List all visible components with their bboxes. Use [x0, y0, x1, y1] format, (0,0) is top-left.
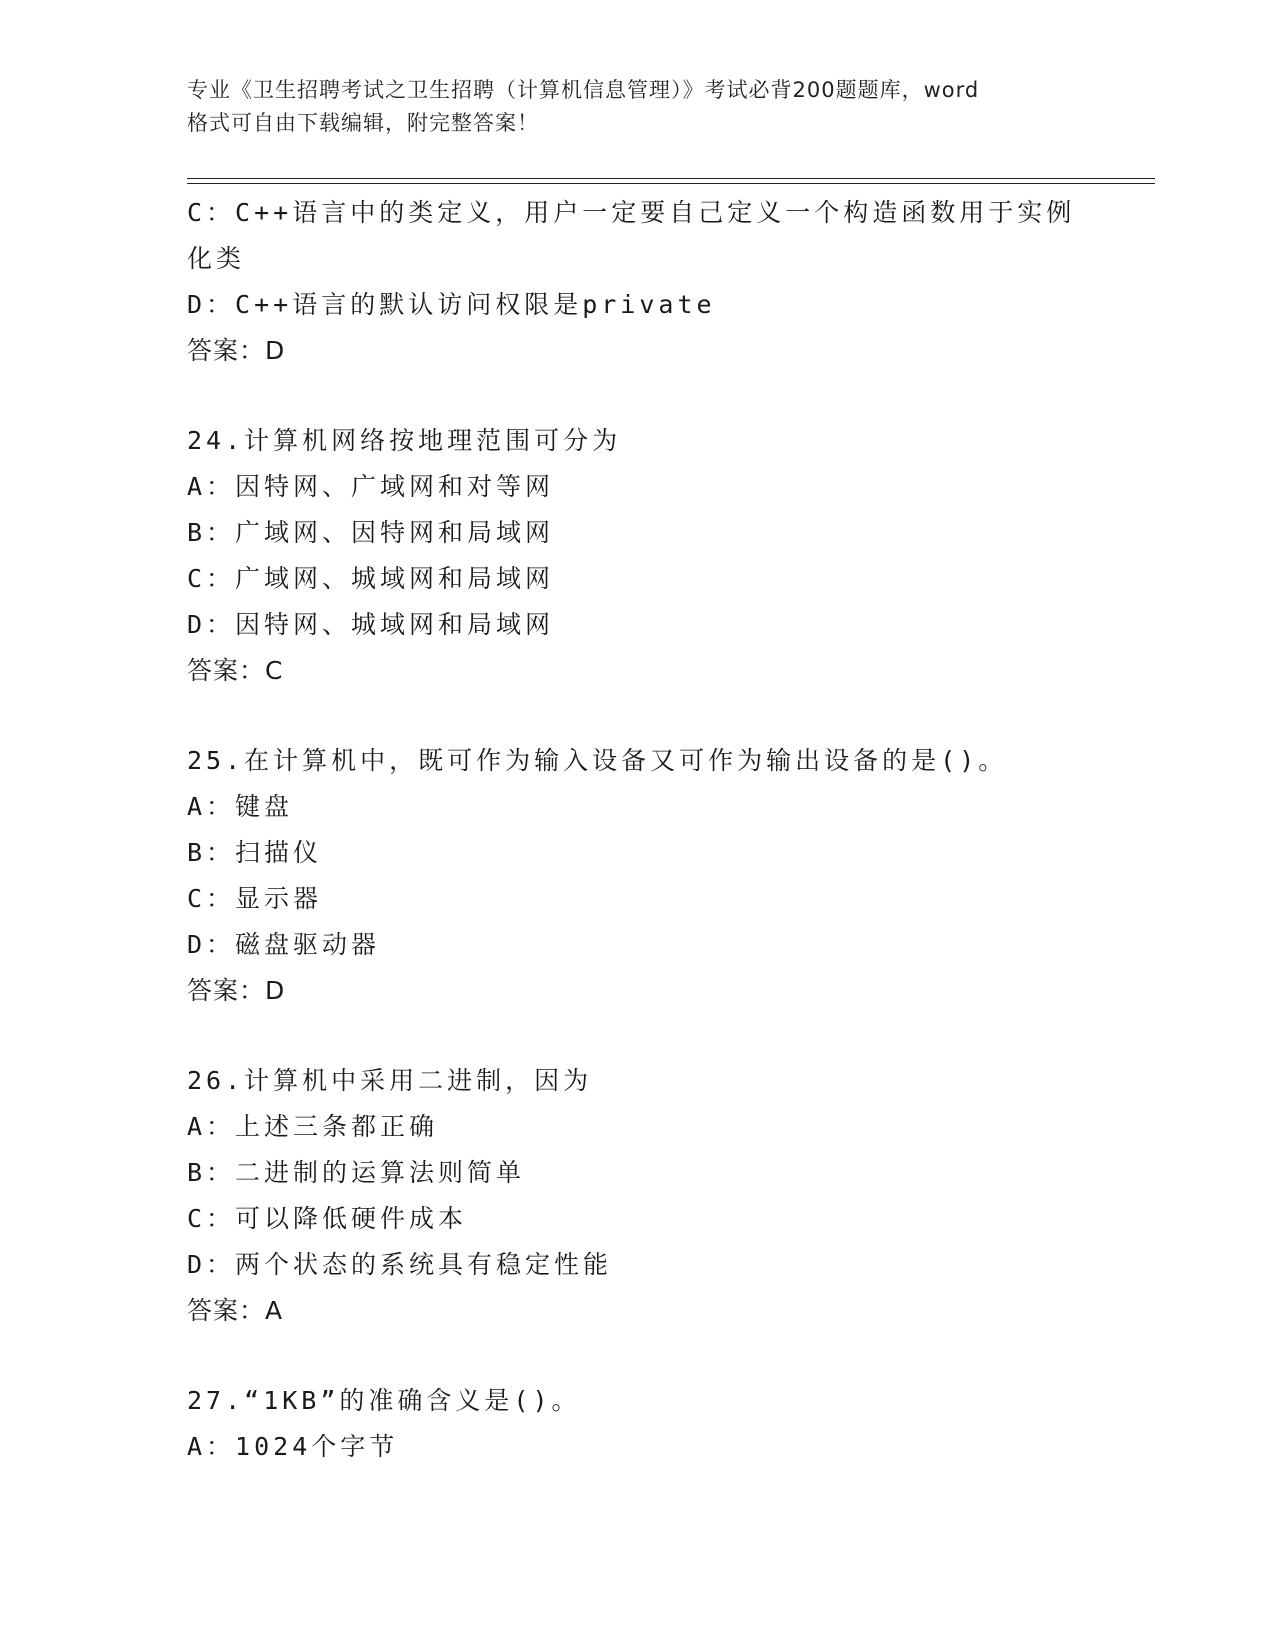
header-title-line-2: 格式可自由下载编辑，附完整答案！	[187, 111, 539, 135]
question-27-block	[187, 1378, 1087, 1470]
q24-option-d: D：因特网、城域网和局域网	[187, 610, 555, 639]
q26-answer: 答案：A	[187, 1296, 284, 1325]
q26-option-b: B：二进制的运算法则简单	[187, 1158, 526, 1187]
q23-option-c-line-2: 化类	[187, 244, 246, 273]
document-header	[187, 74, 1087, 140]
q27-option-a: A：1024个字节	[187, 1432, 399, 1461]
q26-option-a: A：上述三条都正确	[187, 1112, 439, 1141]
q24-question: 24.计算机网络按地理范围可分为	[187, 426, 622, 455]
spacer	[187, 1014, 1087, 1058]
q26-option-c: C：可以降低硬件成本	[187, 1204, 468, 1233]
q26-question: 26.计算机中采用二进制，因为	[187, 1066, 593, 1095]
q23-answer: 答案：D	[187, 336, 286, 365]
spacer	[187, 1334, 1087, 1378]
question-23-block	[187, 190, 1087, 374]
q25-option-d: D：磁盘驱动器	[187, 930, 381, 959]
q25-question: 25.在计算机中，既可作为输入设备又可作为输出设备的是()。	[187, 746, 1008, 775]
question-25-block	[187, 738, 1087, 1014]
header-title-line-1: 专业《卫生招聘考试之卫生招聘（计算机信息管理）》考试必背200题题库，word	[187, 78, 980, 102]
q27-question: 27.“1KB”的准确含义是()。	[187, 1386, 581, 1415]
spacer	[187, 374, 1087, 418]
q24-answer: 答案：C	[187, 656, 284, 685]
header-divider-top	[187, 178, 1155, 179]
q26-option-d: D：两个状态的系统具有稳定性能	[187, 1250, 613, 1279]
q23-option-c-line-1: C：C++语言中的类定义，用户一定要自己定义一个构造函数用于实例	[187, 198, 1076, 227]
spacer	[187, 694, 1087, 738]
q23-option-d: D：C++语言的默认访问权限是private	[187, 290, 716, 319]
q25-option-c: C：显示器	[187, 884, 323, 913]
q24-option-b: B：广域网、因特网和局域网	[187, 518, 555, 547]
question-26-block	[187, 1058, 1087, 1334]
question-list	[187, 190, 1087, 1470]
q24-option-c: C：广域网、城域网和局域网	[187, 564, 555, 593]
header-divider-bottom	[187, 183, 1155, 184]
q25-answer: 答案：D	[187, 976, 286, 1005]
q24-option-a: A：因特网、广域网和对等网	[187, 472, 555, 501]
q25-option-b: B：扫描仪	[187, 838, 323, 867]
question-24-block	[187, 418, 1087, 694]
q25-option-a: A：键盘	[187, 792, 294, 821]
